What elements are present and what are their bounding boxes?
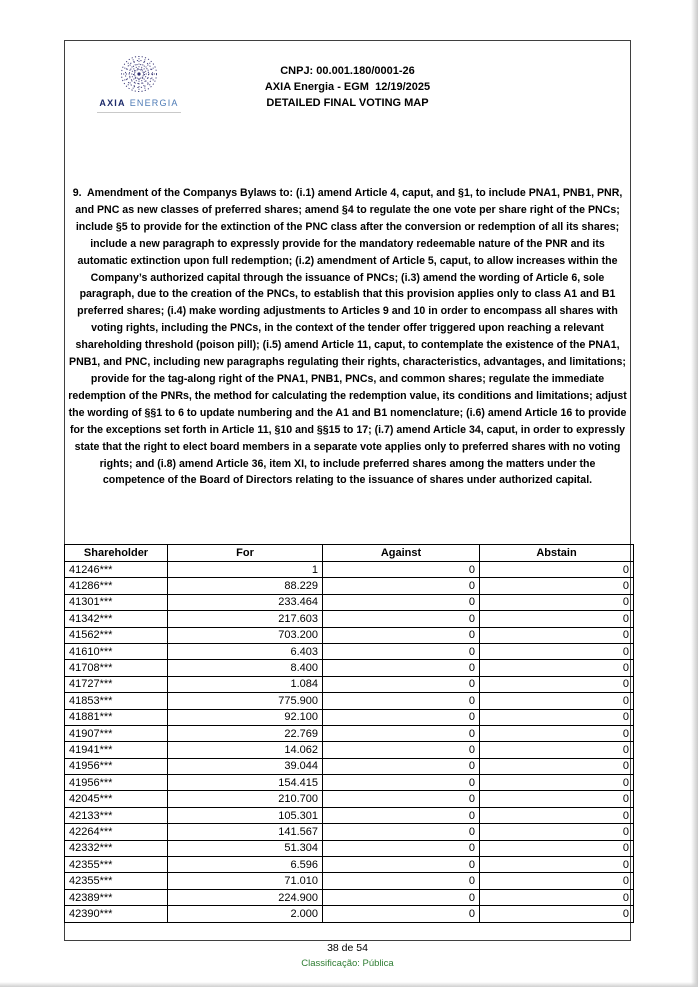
cell-shareholder: 41342***: [65, 611, 168, 627]
page-number: 38 de 54: [327, 942, 368, 954]
cell-shareholder: 41853***: [65, 693, 168, 709]
table-row: [65, 758, 634, 774]
logo-brand-primary: AXIA: [99, 98, 126, 108]
cell-for: 51.304: [168, 840, 323, 856]
cell-shareholder: 42355***: [65, 873, 168, 889]
cell-abstain: 0: [480, 611, 634, 627]
cell-abstain: 0: [480, 775, 634, 791]
scan-edge-right: [691, 0, 698, 987]
logo-brand-secondary: ENERGIA: [129, 98, 179, 108]
cell-against: 0: [323, 906, 480, 922]
cell-against: 0: [323, 676, 480, 692]
cell-abstain: 0: [480, 857, 634, 873]
cell-for: 154.415: [168, 775, 323, 791]
table-row: [65, 807, 634, 823]
cell-against: 0: [323, 611, 480, 627]
meeting-line: AXIA Energia - EGM 12/19/2025: [264, 81, 431, 93]
cell-for: 92.100: [168, 709, 323, 725]
table-row: [65, 873, 634, 889]
cell-for: 1: [168, 562, 323, 578]
table-row: [65, 693, 634, 709]
table-row: [65, 578, 634, 594]
table-row: [65, 824, 634, 840]
table-row: [65, 725, 634, 741]
cell-shareholder: 42264***: [65, 824, 168, 840]
cell-shareholder: 42332***: [65, 840, 168, 856]
cell-against: 0: [323, 660, 480, 676]
document-header: [65, 63, 630, 111]
cell-for: 8.400: [168, 660, 323, 676]
cell-against: 0: [323, 889, 480, 905]
cell-against: 0: [323, 791, 480, 807]
cell-against: 0: [323, 873, 480, 889]
page-border-frame: [64, 40, 631, 941]
classification-label: Classificação: Pública: [301, 958, 394, 969]
cell-abstain: 0: [480, 824, 634, 840]
cell-for: 703.200: [168, 627, 323, 643]
cell-abstain: 0: [480, 660, 634, 676]
cell-shareholder: 41941***: [65, 742, 168, 758]
table-row: [65, 643, 634, 659]
cell-against: 0: [323, 840, 480, 856]
table-row: [65, 840, 634, 856]
cell-shareholder: 41881***: [65, 709, 168, 725]
cell-abstain: 0: [480, 791, 634, 807]
table-row: [65, 562, 634, 578]
cell-abstain: 0: [480, 709, 634, 725]
cell-shareholder: 41246***: [65, 562, 168, 578]
cell-for: 6.403: [168, 643, 323, 659]
cell-abstain: 0: [480, 906, 634, 922]
cell-for: 39.044: [168, 758, 323, 774]
cell-against: 0: [323, 857, 480, 873]
table-row: [65, 594, 634, 610]
cell-against: 0: [323, 758, 480, 774]
table-row: [65, 791, 634, 807]
table-row: [65, 627, 634, 643]
table-row: [65, 857, 634, 873]
cell-for: 1.084: [168, 676, 323, 692]
cell-for: 217.603: [168, 611, 323, 627]
cell-for: 105.301: [168, 807, 323, 823]
cell-for: 210.700: [168, 791, 323, 807]
cell-against: 0: [323, 725, 480, 741]
cell-shareholder: 42355***: [65, 857, 168, 873]
cell-against: 0: [323, 643, 480, 659]
cell-shareholder: 42045***: [65, 791, 168, 807]
cell-against: 0: [323, 824, 480, 840]
cell-for: 2.000: [168, 906, 323, 922]
table-row: [65, 611, 634, 627]
column-header-for: For: [168, 545, 323, 562]
column-header-shareholder: Shareholder: [65, 545, 168, 562]
cell-shareholder: 41286***: [65, 578, 168, 594]
cell-for: 233.464: [168, 594, 323, 610]
cell-for: 141.567: [168, 824, 323, 840]
cell-against: 0: [323, 594, 480, 610]
cell-shareholder: 41562***: [65, 627, 168, 643]
cell-shareholder: 41907***: [65, 725, 168, 741]
table-row: [65, 775, 634, 791]
cell-abstain: 0: [480, 889, 634, 905]
cell-against: 0: [323, 807, 480, 823]
cell-abstain: 0: [480, 594, 634, 610]
cell-abstain: 0: [480, 693, 634, 709]
cell-shareholder: 42389***: [65, 889, 168, 905]
cell-for: 224.900: [168, 889, 323, 905]
cell-shareholder: 41727***: [65, 676, 168, 692]
cell-shareholder: 41956***: [65, 758, 168, 774]
cell-abstain: 0: [480, 578, 634, 594]
doc-title-line: DETAILED FINAL VOTING MAP: [266, 97, 429, 109]
cell-abstain: 0: [480, 562, 634, 578]
table-row: [65, 676, 634, 692]
table-row: [65, 889, 634, 905]
cell-for: 6.596: [168, 857, 323, 873]
table-row: [65, 660, 634, 676]
cell-against: 0: [323, 562, 480, 578]
cell-shareholder: 41301***: [65, 594, 168, 610]
cell-for: 14.062: [168, 742, 323, 758]
cell-shareholder: 41956***: [65, 775, 168, 791]
cell-abstain: 0: [480, 840, 634, 856]
voting-table-body: [65, 562, 634, 923]
cell-abstain: 0: [480, 873, 634, 889]
column-header-against: Against: [323, 545, 480, 562]
voting-table: [64, 544, 634, 923]
cell-abstain: 0: [480, 627, 634, 643]
cell-against: 0: [323, 627, 480, 643]
cell-abstain: 0: [480, 643, 634, 659]
cell-against: 0: [323, 775, 480, 791]
cell-for: 88.229: [168, 578, 323, 594]
agenda-item-paragraph: 9. Amendment of the Companys Bylaws to: (i.1) amend Article 4, caput, and §1, to include PNA1, PNB1, PNR, and PNC as new classes of preferred shares; amend §4 to regulate the one vote per share right of the PNCs; include §5 to provide for the extinction of the PNC class after the conversion or redemption of all its shares; include a new paragraph to expressly provide for the mandatory redeemable nature of the PNR and its automatic extinction upon full redemption; (i.2) amendment of Article 5, caput, to allow increases within the Company’s authorized capital through the issuance of PNCs; (i.3) amend the wording of Article 6, sole paragraph, due to the creation of the PNCs, to establish that this provision applies only to class A1 and B1 preferred shares; (i.4) make wording adjustments to Articles 9 and 10 in order to encompass all shares with voting rights, including the PNCs, in the context of the tender offer triggered upon reaching a relevant shareholding threshold (poison pill); (i.5) amend Article 11, caput, to contemplate the existence of the PNA1, PNB1, and PNC, including new paragraphs regulating their rights, characteristics, advantages, and limitations; provide for the tag-along right of the PNA1, PNB1, PNCs, and common shares; regulate the immediate redemption of the PNRs, the method for calculating the redemption value, its conditions and limitations; adjust the wording of §§1 to 6 to update numbering and the A1 and B1 nomenclature; (i.6) amend Article 16 to provide for the exceptions set forth in Article 11, §10 and §§15 to 17; (i.7) amend Article 34, caput, in order to expressly state that the right to elect board members in a separate vote applies only to preferred shares with no voting rights; and (i.8) amend Article 36, item XI, to include preferred shares among the matters under the competence of the Board of Directors relating to the issuance of shares under authorized capital.: [68, 187, 627, 487]
cell-shareholder: 41708***: [65, 660, 168, 676]
table-row: [65, 709, 634, 725]
column-header-abstain: Abstain: [480, 545, 634, 562]
cell-abstain: 0: [480, 758, 634, 774]
cell-abstain: 0: [480, 676, 634, 692]
cell-shareholder: 42390***: [65, 906, 168, 922]
cell-abstain: 0: [480, 725, 634, 741]
table-row: [65, 906, 634, 922]
cnpj-line: CNPJ: 00.001.180/0001-26: [280, 65, 415, 77]
cell-abstain: 0: [480, 742, 634, 758]
voting-table-header-row: [65, 545, 634, 562]
cell-against: 0: [323, 709, 480, 725]
cell-shareholder: 42133***: [65, 807, 168, 823]
cell-for: 71.010: [168, 873, 323, 889]
table-row: [65, 742, 634, 758]
cell-shareholder: 41610***: [65, 643, 168, 659]
cell-for: 775.900: [168, 693, 323, 709]
cell-against: 0: [323, 693, 480, 709]
cell-abstain: 0: [480, 807, 634, 823]
cell-against: 0: [323, 742, 480, 758]
cell-against: 0: [323, 578, 480, 594]
cell-for: 22.769: [168, 725, 323, 741]
scan-edge-bottom: [0, 982, 698, 987]
